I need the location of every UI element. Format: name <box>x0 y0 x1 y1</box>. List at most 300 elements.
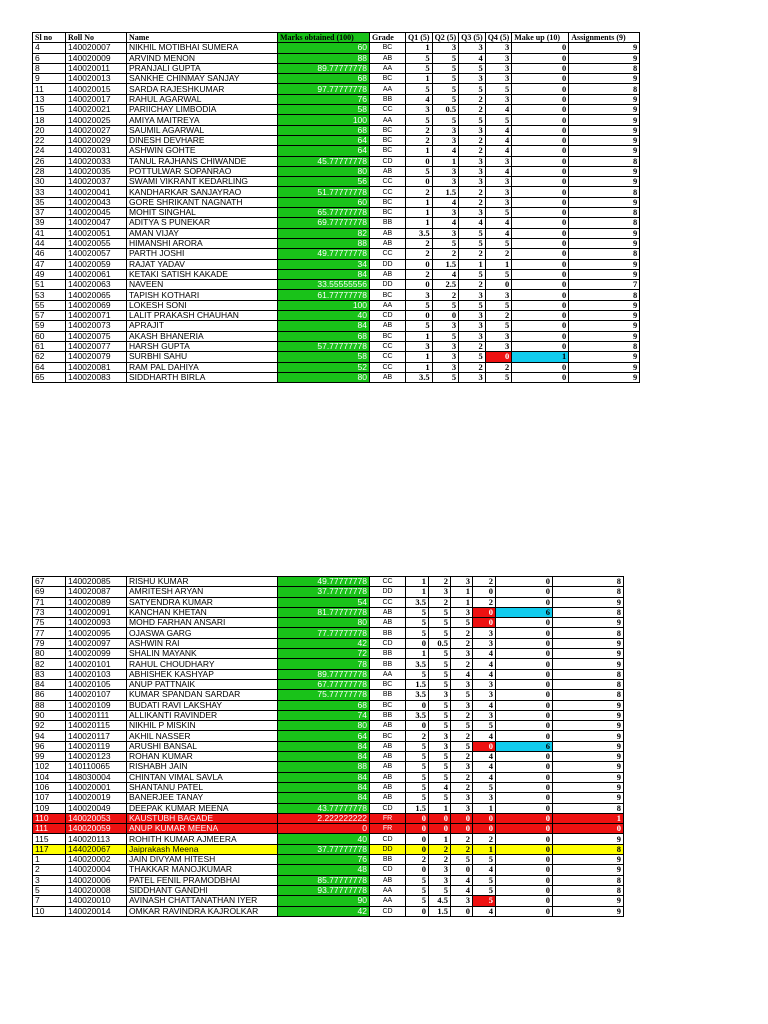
cell-name: ASHWIN GOHTE <box>127 146 278 156</box>
cell-q3: 3 <box>451 762 473 772</box>
cell-marks: 60 <box>278 43 370 53</box>
header-q3: Q3 (5) <box>459 33 486 43</box>
cell-q4: 0 <box>485 280 512 290</box>
cell-make-up: 0 <box>496 772 553 782</box>
cell-grade: BB <box>370 218 406 228</box>
cell-q2: 3 <box>432 362 459 372</box>
cell-sl-no: 104 <box>33 772 66 782</box>
cell-name: SATYENDRA KUMAR <box>127 597 278 607</box>
cell-grade: AB <box>370 721 406 731</box>
cell-q4: 0 <box>473 587 496 597</box>
cell-sl-no: 47 <box>33 259 66 269</box>
cell-q1: 1 <box>406 197 433 207</box>
cell-q3: 2 <box>451 659 473 669</box>
cell-name: RISHU KUMAR <box>127 577 278 587</box>
cell-grade: BC <box>370 679 406 689</box>
cell-assignments: 8 <box>553 607 624 617</box>
cell-q4: 4 <box>473 649 496 659</box>
cell-assignments: 9 <box>553 710 624 720</box>
cell-grade: AB <box>370 166 406 176</box>
cell-assignments: 9 <box>553 865 624 875</box>
cell-grade: BB <box>370 659 406 669</box>
cell-assignments: 9 <box>569 238 640 248</box>
cell-grade: DD <box>370 844 406 854</box>
cell-name: Jaiprakash Meena <box>127 844 278 854</box>
cell-q2: 5 <box>429 710 451 720</box>
cell-q3: 3 <box>451 649 473 659</box>
cell-make-up: 0 <box>496 690 553 700</box>
cell-name: SARDA RAJESHKUMAR <box>127 84 278 94</box>
cell-marks: 40 <box>278 311 370 321</box>
cell-marks: 43.77777778 <box>278 803 370 813</box>
cell-q4: 4 <box>473 752 496 762</box>
cell-name: RAM PAL DAHIYA <box>127 362 278 372</box>
grades-table-1 <box>32 32 640 383</box>
cell-make-up: 0 <box>496 906 553 916</box>
cell-q1: 0 <box>406 844 429 854</box>
cell-q3: 3 <box>459 125 486 135</box>
cell-marks: 78 <box>278 659 370 669</box>
cell-q4: 5 <box>473 782 496 792</box>
header-marks: Marks obtained (100) <box>278 33 370 43</box>
cell-q1: 0 <box>406 721 429 731</box>
table-row <box>33 607 624 617</box>
cell-grade: CD <box>370 834 406 844</box>
cell-sl-no: 60 <box>33 331 66 341</box>
cell-q4: 4 <box>473 700 496 710</box>
cell-name: RISHABH JAIN <box>127 762 278 772</box>
cell-marks: 69.77777778 <box>278 218 370 228</box>
cell-grade: AB <box>370 772 406 782</box>
table-row <box>33 813 624 823</box>
cell-q1: 5 <box>406 885 429 895</box>
cell-q4: 3 <box>485 94 512 104</box>
table-row <box>33 249 640 259</box>
cell-q2: 3 <box>429 875 451 885</box>
cell-q4: 3 <box>485 63 512 73</box>
cell-q4: 4 <box>473 906 496 916</box>
cell-sl-no: 5 <box>33 885 66 895</box>
cell-sl-no: 94 <box>33 731 66 741</box>
cell-name: KANDHARKAR SANJAYRAO <box>127 187 278 197</box>
cell-q4: 0 <box>473 824 496 834</box>
cell-make-up: 0 <box>512 125 569 135</box>
cell-q3: 0 <box>451 813 473 823</box>
cell-assignments: 8 <box>553 844 624 854</box>
cell-roll-no: 140020083 <box>66 372 127 382</box>
cell-q2: 5 <box>429 618 451 628</box>
cell-sl-no: 51 <box>33 280 66 290</box>
cell-marks: 76 <box>278 94 370 104</box>
cell-name: AMAN VIJAY <box>127 228 278 238</box>
cell-q1: 2 <box>406 125 433 135</box>
cell-sl-no: 79 <box>33 638 66 648</box>
cell-assignments: 8 <box>553 885 624 895</box>
cell-q1: 5 <box>406 166 433 176</box>
cell-q2: 0 <box>429 824 451 834</box>
cell-sl-no: 46 <box>33 249 66 259</box>
cell-make-up: 0 <box>496 731 553 741</box>
cell-name: HIMANSHI ARORA <box>127 238 278 248</box>
grades-table-2 <box>32 576 624 917</box>
cell-assignments: 9 <box>569 125 640 135</box>
cell-q1: 5 <box>406 782 429 792</box>
cell-q1: 1.5 <box>406 679 429 689</box>
cell-grade: AB <box>370 228 406 238</box>
cell-q2: 2.5 <box>432 280 459 290</box>
cell-q1: 1 <box>406 587 429 597</box>
cell-q2: 5 <box>429 607 451 617</box>
cell-name: ANUP PATTNAIK <box>127 679 278 689</box>
cell-grade: AB <box>370 321 406 331</box>
cell-roll-no: 140020027 <box>66 125 127 135</box>
cell-assignments: 9 <box>569 53 640 63</box>
cell-marks: 58 <box>278 105 370 115</box>
cell-sl-no: 1 <box>33 855 66 865</box>
cell-roll-no: 140020115 <box>66 721 127 731</box>
cell-q4: 3 <box>485 341 512 351</box>
cell-grade: AB <box>370 607 406 617</box>
cell-sl-no: 35 <box>33 197 66 207</box>
cell-name: SANKHE CHINMAY SANJAY <box>127 74 278 84</box>
cell-q1: 3.5 <box>406 659 429 669</box>
cell-q2: 0.5 <box>429 638 451 648</box>
cell-sl-no: 15 <box>33 105 66 115</box>
cell-marks: 33.55555556 <box>278 280 370 290</box>
cell-assignments: 9 <box>553 896 624 906</box>
cell-make-up: 0 <box>512 238 569 248</box>
cell-q4: 4 <box>485 125 512 135</box>
cell-q3: 2 <box>459 362 486 372</box>
table-row <box>33 782 624 792</box>
table-row <box>33 238 640 248</box>
cell-marks: 54 <box>278 597 370 607</box>
cell-marks: 49.77777778 <box>278 577 370 587</box>
cell-q3: 2 <box>451 772 473 782</box>
cell-name: PATEL FENIL PRAMODBHAI <box>127 875 278 885</box>
cell-q1: 1 <box>406 208 433 218</box>
cell-q1: 3.5 <box>406 597 429 607</box>
cell-q1: 5 <box>406 84 433 94</box>
cell-sl-no: 99 <box>33 752 66 762</box>
cell-marks: 67.77777778 <box>278 679 370 689</box>
cell-roll-no: 140020051 <box>66 228 127 238</box>
cell-q2: 4 <box>432 197 459 207</box>
cell-q4: 3 <box>485 187 512 197</box>
cell-marks: 64 <box>278 146 370 156</box>
cell-roll-no: 140020002 <box>66 855 127 865</box>
cell-assignments: 8 <box>569 84 640 94</box>
cell-q2: 5 <box>432 84 459 94</box>
table-row <box>33 731 624 741</box>
cell-q4: 0 <box>473 607 496 617</box>
cell-q2: 3 <box>432 135 459 145</box>
cell-make-up: 0 <box>512 74 569 84</box>
cell-make-up: 0 <box>496 577 553 587</box>
cell-q3: 4 <box>459 218 486 228</box>
cell-name: AMIYA MAITREYA <box>127 115 278 125</box>
header-make-up: Make up (10) <box>512 33 569 43</box>
cell-q2: 2 <box>429 597 451 607</box>
cell-name: AVINASH CHATTANATHAN IYER <box>127 896 278 906</box>
cell-make-up: 0 <box>512 84 569 94</box>
cell-roll-no: 140020071 <box>66 311 127 321</box>
cell-name: ANUP KUMAR MEENA <box>127 824 278 834</box>
cell-make-up: 0 <box>512 218 569 228</box>
cell-q1: 1 <box>406 577 429 587</box>
cell-grade: AB <box>370 875 406 885</box>
cell-marks: 84 <box>278 321 370 331</box>
cell-q2: 3 <box>429 741 451 751</box>
cell-q2: 1.5 <box>432 259 459 269</box>
cell-grade: CC <box>370 341 406 351</box>
cell-marks: 100 <box>278 300 370 310</box>
cell-q2: 5 <box>429 793 451 803</box>
cell-make-up: 0 <box>512 146 569 156</box>
cell-roll-no: 140020105 <box>66 679 127 689</box>
cell-sl-no: 69 <box>33 587 66 597</box>
cell-make-up: 0 <box>512 259 569 269</box>
cell-grade: CC <box>370 187 406 197</box>
cell-q3: 3 <box>459 74 486 84</box>
cell-marks: 45.77777778 <box>278 156 370 166</box>
cell-sl-no: 102 <box>33 762 66 772</box>
cell-sl-no: 13 <box>33 94 66 104</box>
cell-q4: 5 <box>485 84 512 94</box>
cell-sl-no: 65 <box>33 372 66 382</box>
cell-name: DINESH DEVHARE <box>127 135 278 145</box>
cell-roll-no: 140020045 <box>66 208 127 218</box>
cell-grade: CC <box>370 352 406 362</box>
cell-sl-no: 92 <box>33 721 66 731</box>
cell-q4: 1 <box>473 803 496 813</box>
cell-name: OMKAR RAVINDRA KAJROLKAR <box>127 906 278 916</box>
cell-name: APRAJIT <box>127 321 278 331</box>
cell-q3: 5 <box>459 238 486 248</box>
cell-q2: 5 <box>429 669 451 679</box>
cell-q2: 0 <box>432 311 459 321</box>
cell-assignments: 9 <box>569 259 640 269</box>
cell-q2: 5 <box>429 628 451 638</box>
table-row <box>33 793 624 803</box>
cell-grade: CC <box>370 177 406 187</box>
table-row <box>33 156 640 166</box>
cell-q1: 5 <box>406 618 429 628</box>
cell-grade: CC <box>370 597 406 607</box>
cell-q3: 3 <box>459 331 486 341</box>
cell-marks: 68 <box>278 700 370 710</box>
cell-make-up: 0 <box>496 844 553 854</box>
cell-roll-no: 140020009 <box>66 53 127 63</box>
table-row <box>33 331 640 341</box>
cell-q2: 4 <box>429 782 451 792</box>
table-row <box>33 208 640 218</box>
cell-marks: 68 <box>278 331 370 341</box>
table-row <box>33 690 624 700</box>
cell-q4: 4 <box>473 669 496 679</box>
cell-q1: 1 <box>406 649 429 659</box>
cell-make-up: 0 <box>512 156 569 166</box>
cell-q3: 3 <box>451 803 473 813</box>
cell-assignments: 9 <box>569 362 640 372</box>
cell-q2: 5 <box>432 53 459 63</box>
cell-roll-no: 140020019 <box>66 793 127 803</box>
cell-q1: 3.5 <box>406 372 433 382</box>
cell-make-up: 0 <box>496 659 553 669</box>
cell-q4: 3 <box>485 156 512 166</box>
cell-name: ROHITH KUMAR AJMEERA <box>127 834 278 844</box>
cell-q3: 2 <box>451 710 473 720</box>
cell-q2: 5 <box>429 659 451 669</box>
cell-grade: CC <box>370 105 406 115</box>
cell-marks: 84 <box>278 782 370 792</box>
cell-grade: AB <box>370 752 406 762</box>
cell-marks: 64 <box>278 731 370 741</box>
table-row <box>33 311 640 321</box>
cell-grade: AA <box>370 84 406 94</box>
cell-q3: 1 <box>451 597 473 607</box>
cell-q4: 3 <box>485 331 512 341</box>
cell-grade: BC <box>370 731 406 741</box>
cell-make-up: 0 <box>496 793 553 803</box>
table-row <box>33 53 640 63</box>
cell-roll-no: 140020081 <box>66 362 127 372</box>
cell-marks: 77.77777778 <box>278 628 370 638</box>
cell-name: NAVEEN <box>127 280 278 290</box>
cell-q1: 1 <box>406 352 433 362</box>
cell-make-up: 0 <box>512 362 569 372</box>
cell-assignments: 9 <box>569 105 640 115</box>
cell-assignments: 9 <box>553 597 624 607</box>
table-row <box>33 659 624 669</box>
cell-q2: 5 <box>429 700 451 710</box>
cell-q1: 5 <box>406 762 429 772</box>
cell-q3: 0 <box>451 824 473 834</box>
cell-roll-no: 140020025 <box>66 115 127 125</box>
cell-q1: 0 <box>406 865 429 875</box>
cell-assignments: 9 <box>569 43 640 53</box>
cell-make-up: 0 <box>496 803 553 813</box>
cell-name: ARVIND MENON <box>127 53 278 63</box>
cell-q4: 5 <box>485 321 512 331</box>
cell-assignments: 9 <box>569 372 640 382</box>
cell-q3: 3 <box>459 321 486 331</box>
table-row <box>33 105 640 115</box>
cell-make-up: 0 <box>496 834 553 844</box>
cell-q3: 3 <box>459 43 486 53</box>
cell-q3: 5 <box>451 855 473 865</box>
cell-assignments: 9 <box>553 700 624 710</box>
table-row <box>33 125 640 135</box>
cell-assignments: 9 <box>569 94 640 104</box>
cell-make-up: 0 <box>512 311 569 321</box>
cell-marks: 58 <box>278 352 370 362</box>
cell-q2: 3 <box>432 177 459 187</box>
cell-q1: 5 <box>406 321 433 331</box>
cell-q3: 2 <box>451 638 473 648</box>
cell-assignments: 9 <box>553 793 624 803</box>
cell-grade: AB <box>370 238 406 248</box>
cell-make-up: 0 <box>496 721 553 731</box>
cell-q3: 2 <box>459 135 486 145</box>
cell-q4: 5 <box>473 896 496 906</box>
cell-make-up: 0 <box>512 372 569 382</box>
cell-q4: 3 <box>485 290 512 300</box>
cell-marks: 88 <box>278 762 370 772</box>
cell-q3: 4 <box>451 875 473 885</box>
table-row <box>33 94 640 104</box>
cell-q4: 3 <box>485 197 512 207</box>
cell-name: ARUSHI BANSAL <box>127 741 278 751</box>
cell-assignments: 9 <box>569 269 640 279</box>
cell-name: MOHIT SINGHAL <box>127 208 278 218</box>
cell-q4: 0 <box>485 352 512 362</box>
cell-assignments: 1 <box>553 813 624 823</box>
cell-q1: 2 <box>406 187 433 197</box>
cell-sl-no: 111 <box>33 824 66 834</box>
cell-roll-no: 140020059 <box>66 259 127 269</box>
cell-q4: 4 <box>485 146 512 156</box>
cell-q4: 3 <box>485 177 512 187</box>
table-row <box>33 618 624 628</box>
cell-assignments: 9 <box>553 906 624 916</box>
cell-roll-no: 140020095 <box>66 628 127 638</box>
cell-q1: 5 <box>406 752 429 762</box>
cell-marks: 93.77777778 <box>278 885 370 895</box>
cell-make-up: 0 <box>496 762 553 772</box>
cell-grade: AB <box>370 269 406 279</box>
cell-assignments: 9 <box>553 752 624 762</box>
table-row <box>33 587 624 597</box>
cell-q1: 3 <box>406 105 433 115</box>
cell-q3: 2 <box>451 752 473 762</box>
cell-sl-no: 88 <box>33 700 66 710</box>
cell-roll-no: 140020031 <box>66 146 127 156</box>
cell-marks: 84 <box>278 772 370 782</box>
cell-q2: 2 <box>432 290 459 300</box>
cell-q4: 4 <box>473 762 496 772</box>
cell-q2: 3 <box>432 341 459 351</box>
cell-make-up: 0 <box>512 228 569 238</box>
table-row <box>33 834 624 844</box>
cell-roll-no: 140020033 <box>66 156 127 166</box>
cell-q3: 2 <box>459 341 486 351</box>
cell-make-up: 0 <box>496 865 553 875</box>
cell-sl-no: 110 <box>33 813 66 823</box>
cell-assignments: 9 <box>569 146 640 156</box>
cell-q1: 1 <box>406 331 433 341</box>
cell-q1: 5 <box>406 607 429 617</box>
cell-roll-no: 144020067 <box>66 844 127 854</box>
cell-roll-no: 140020010 <box>66 896 127 906</box>
cell-make-up: 0 <box>512 135 569 145</box>
cell-grade: AA <box>370 885 406 895</box>
cell-q2: 5 <box>429 762 451 772</box>
cell-q4: 4 <box>485 135 512 145</box>
cell-q4: 3 <box>485 74 512 84</box>
cell-q3: 2 <box>459 280 486 290</box>
cell-grade: FR <box>370 813 406 823</box>
cell-q4: 0 <box>473 618 496 628</box>
cell-grade: BB <box>370 649 406 659</box>
table-row <box>33 679 624 689</box>
cell-q3: 4 <box>459 53 486 63</box>
cell-marks: 90 <box>278 896 370 906</box>
cell-assignments: 9 <box>553 618 624 628</box>
cell-grade: AA <box>370 115 406 125</box>
cell-q2: 1.5 <box>432 187 459 197</box>
cell-q1: 2 <box>406 135 433 145</box>
